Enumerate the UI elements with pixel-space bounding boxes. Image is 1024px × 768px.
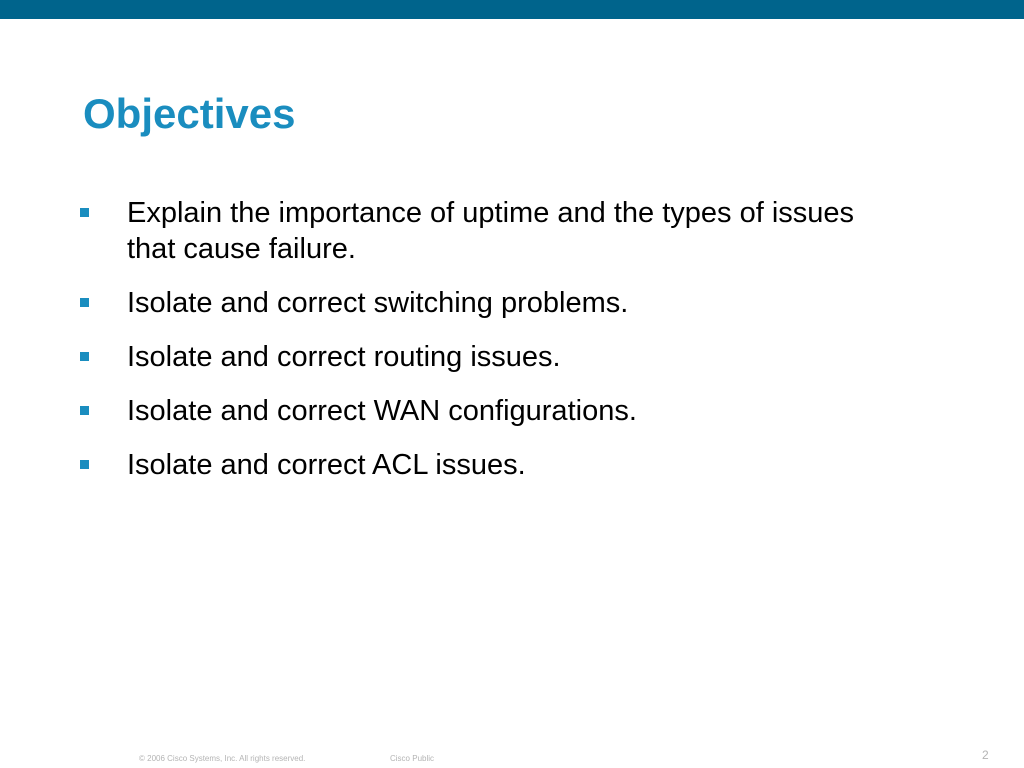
objectives-list [77,195,897,501]
list-item-text: Isolate and correct WAN configurations. [127,395,637,427]
footer-classification: Cisco Public [390,754,435,763]
list-item-text: Isolate and correct ACL issues. [127,449,526,481]
header-bar [0,0,1024,19]
page-number: 2 [982,748,989,762]
list-item [77,339,897,375]
list-item [77,393,897,429]
square-bullet-icon [80,208,89,217]
square-bullet-icon [80,352,89,361]
list-item [77,195,897,267]
list-item [77,447,897,483]
square-bullet-icon [80,298,89,307]
list-item-text: Isolate and correct routing issues. [127,341,561,373]
square-bullet-icon [80,460,89,469]
footer-copyright: © 2006 Cisco Systems, Inc. All rights reserved. [139,754,306,763]
list-item-text: Explain the importance of uptime and the types of issues that cause failure. [127,197,855,265]
list-item-text: Isolate and correct switching problems. [127,287,629,319]
square-bullet-icon [80,406,89,415]
list-item [77,285,897,321]
slide-title: Objectives [83,90,296,137]
